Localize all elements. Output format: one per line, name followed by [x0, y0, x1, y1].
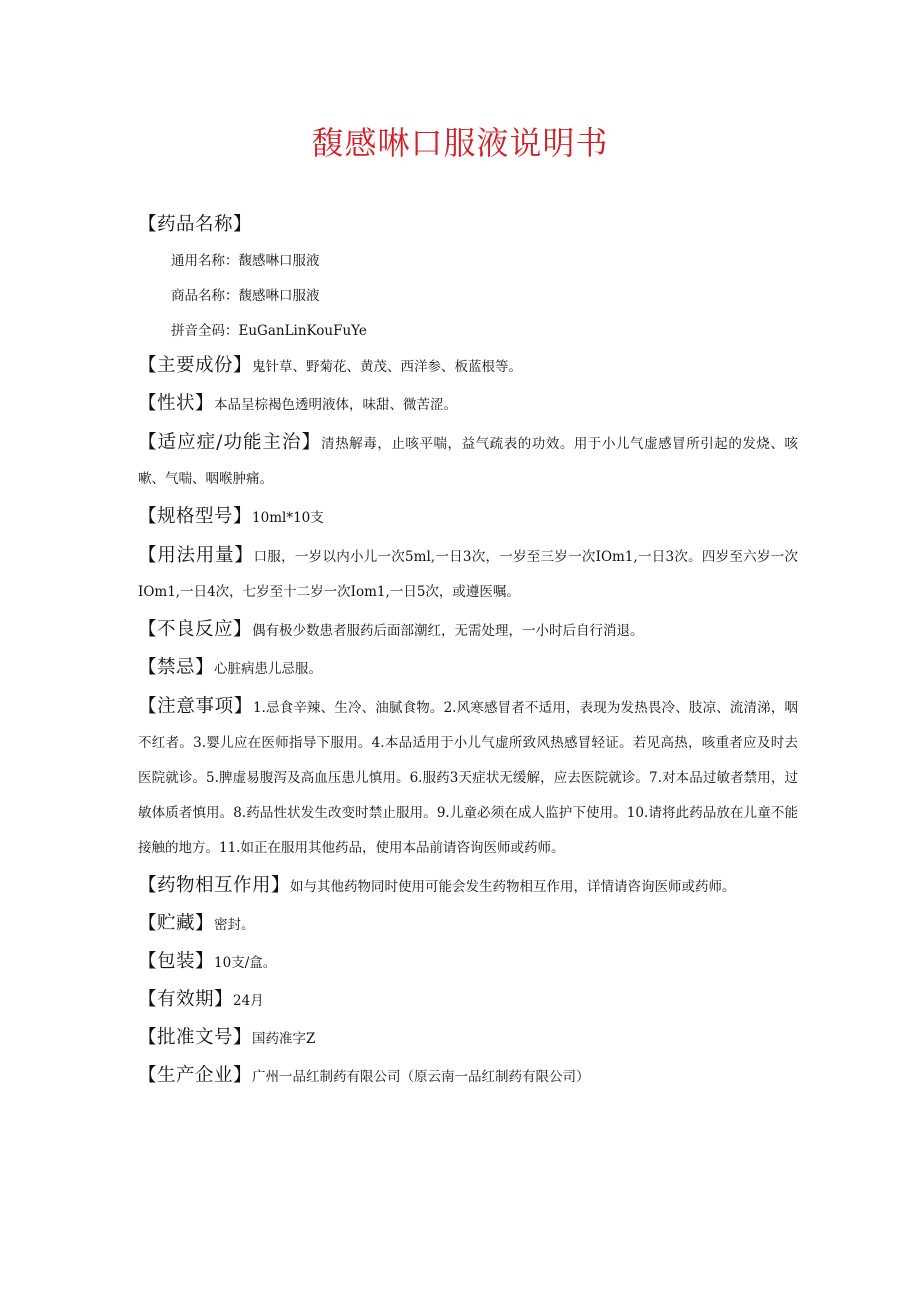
section-properties — [138, 387, 798, 422]
field-label: 商品名称： — [171, 288, 239, 304]
section-text: 1.忌食辛辣、生冷、油腻食物。2.风寒感冒者不适用，表现为发热畏冷、肢凉、流清涕，咽不红者。3.婴儿应在医师指导下服用。4.本品适用于小儿气虚所致风热感冒轻证。若见高热，咳重者应及时去医院就诊。5.脾虚易腹泻及高血压患儿慎用。6.服药3天症状无缓解，应去医院就诊。7.对本品过敏者禁用，过敏体质者慎用。8.药品性状发生改变时禁止服用。9.儿童必须在成人监护下使用。10.请将此药品放在儿童不能接触的地方。11.如正在服用其他药品，使用本品前请咨询医师或药师。 — [138, 700, 798, 856]
pinyin-code-line — [138, 314, 798, 349]
section-text: 国药准字Z — [252, 1031, 316, 1047]
section-text: 如与其他药物同时使用可能会发生药物相互作用，详情请咨询医师或药师。 — [290, 879, 736, 895]
section-indications — [138, 425, 798, 497]
section-header: 【主要成份】 — [138, 355, 253, 376]
section-header: 【规格型号】 — [138, 506, 253, 527]
section-header: 【贮藏】 — [138, 913, 215, 934]
section-text: 本品呈棕褐色透明液体，味甜、微苦涩。 — [214, 397, 458, 413]
field-value: EuGanLinKouFuYe — [238, 323, 367, 339]
trade-name-line — [138, 279, 798, 314]
section-header: 【生产企业】 — [138, 1065, 253, 1086]
section-header: 【药物相互作用】 — [138, 875, 291, 896]
section-header: 【药品名称】 — [138, 214, 253, 235]
section-drug-name — [138, 206, 798, 349]
section-header: 【用法用量】 — [138, 545, 254, 566]
section-text: 偶有极少数患者服药后面部潮红，无需处理，一小时后自行消退。 — [252, 623, 644, 639]
section-header: 【性状】 — [138, 393, 215, 414]
section-text: 24月 — [233, 993, 264, 1009]
section-approval-number — [138, 1021, 798, 1056]
section-storage — [138, 907, 798, 942]
field-label: 拼音全码： — [171, 323, 239, 339]
section-specification — [138, 500, 798, 535]
field-value: 馥感啉口服液 — [238, 288, 320, 304]
section-adverse-reactions — [138, 613, 798, 648]
section-header: 【适应症/功能主治】 — [138, 432, 322, 453]
section-text: 清热解毒，止咳平喘，益气疏表的功效。用于小儿气虚感冒所引起的发烧、咳嗽、气喘、咽喉肿痛。 — [138, 436, 799, 487]
section-contraindications — [138, 651, 798, 686]
section-drug-interactions — [138, 869, 798, 904]
section-precautions — [138, 689, 798, 866]
section-header: 【有效期】 — [138, 989, 234, 1010]
document-title: 馥感啉口服液说明书 — [311, 124, 609, 162]
section-text: 鬼针草、野菊花、黄茂、西洋参、板蓝根等。 — [252, 359, 523, 375]
section-shelf-life — [138, 983, 798, 1018]
document-body — [138, 206, 798, 1097]
section-text: 10支/盒。 — [214, 955, 277, 971]
section-header: 【不良反应】 — [138, 619, 253, 640]
section-text: 10ml*10支 — [252, 510, 324, 526]
section-text: 口服，一岁以内小儿一次5ml,一日3次，一岁至三岁一次IOm1,一日3次。四岁至六岁一次IOm1,一日4次，七岁至十二岁一次Iom1,一日5次，或遵医嘱。 — [138, 549, 798, 600]
section-text: 广州一品红制药有限公司（原云南一品红制药有限公司） — [252, 1069, 590, 1085]
section-dosage — [138, 538, 798, 610]
section-text: 密封。 — [214, 917, 255, 933]
generic-name-line — [138, 244, 798, 279]
section-header: 【包装】 — [138, 951, 215, 972]
section-header: 【批准文号】 — [138, 1027, 253, 1048]
section-header: 【禁忌】 — [138, 657, 215, 678]
section-text: 心脏病患儿忌服。 — [214, 661, 323, 677]
section-header: 【注意事项】 — [138, 696, 253, 717]
field-label: 通用名称： — [171, 253, 239, 269]
section-manufacturer — [138, 1059, 798, 1094]
section-ingredients — [138, 349, 798, 384]
field-value: 馥感啉口服液 — [238, 253, 320, 269]
section-packaging — [138, 945, 798, 980]
